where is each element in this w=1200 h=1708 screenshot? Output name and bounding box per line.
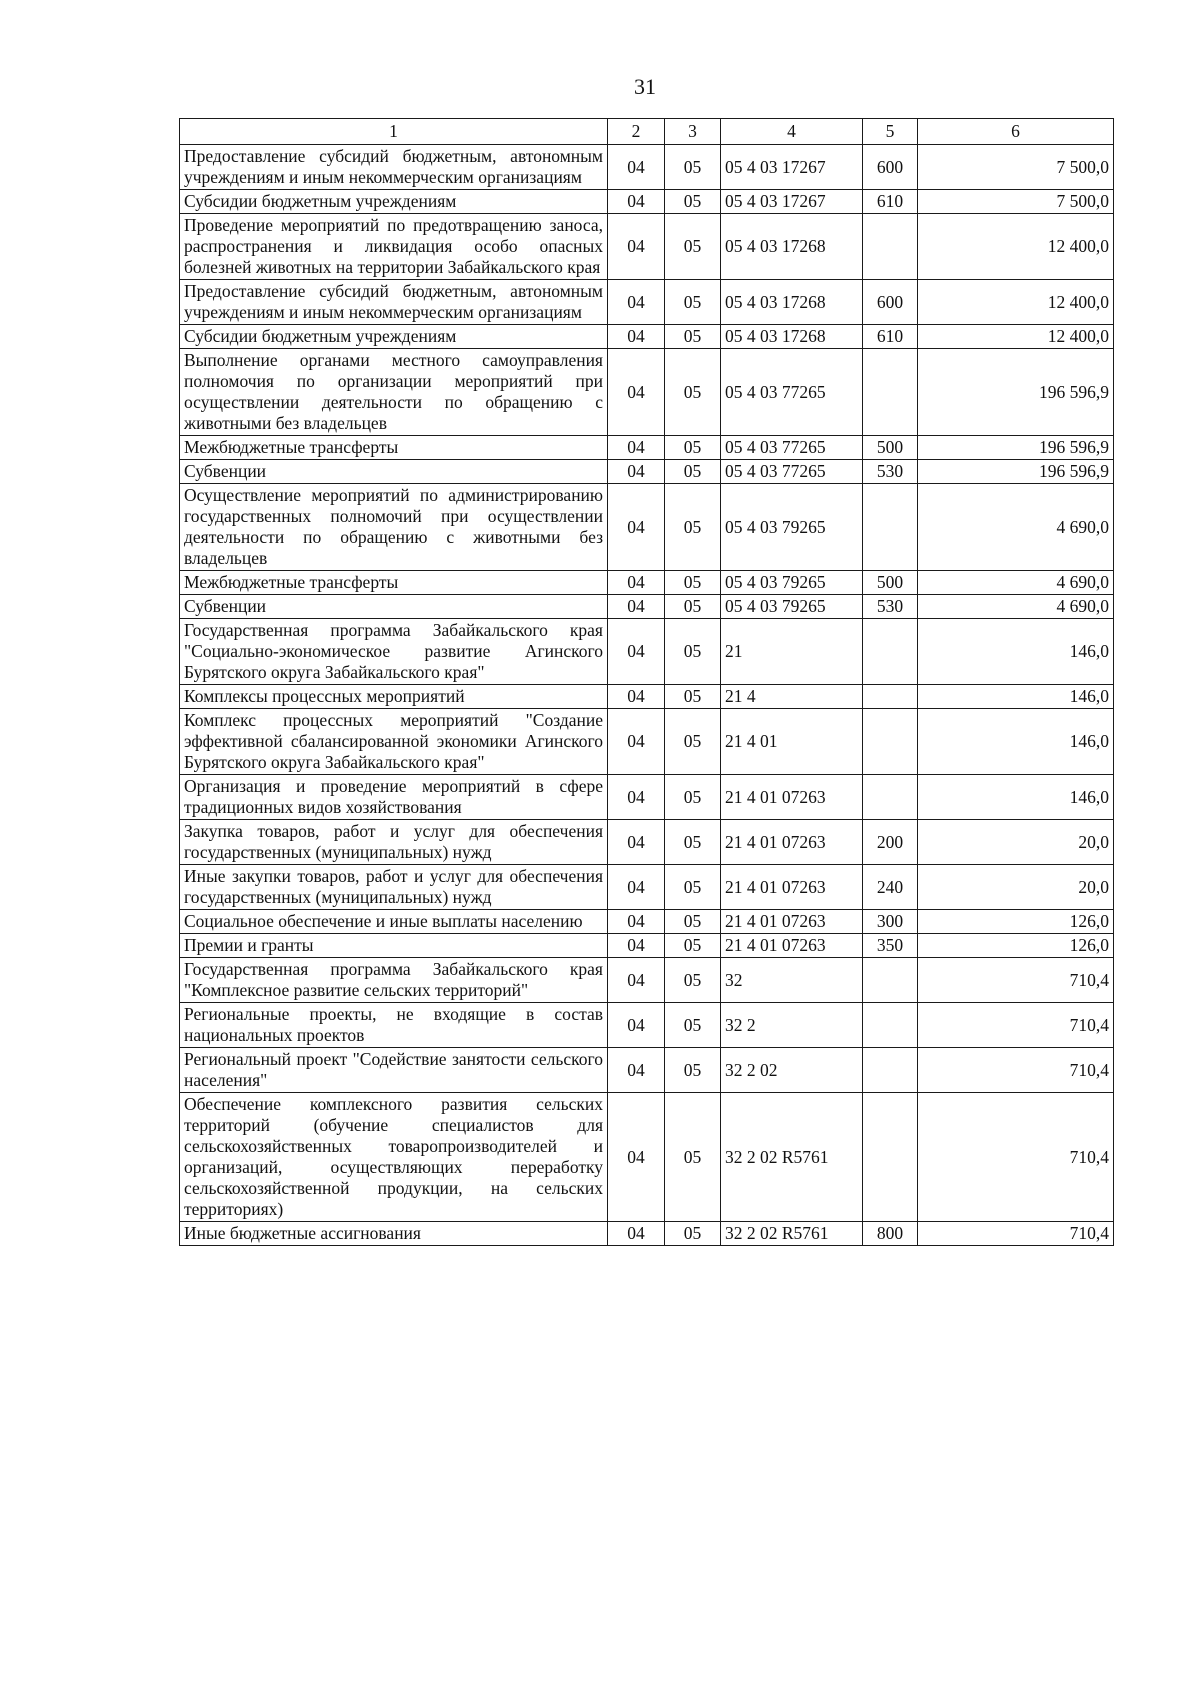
row-name: Комплексы процессных мероприятий — [180, 685, 608, 709]
header-col-4: 4 — [721, 119, 863, 145]
row-target-code: 05 4 03 77265 — [721, 436, 863, 460]
row-amount: 146,0 — [918, 775, 1114, 820]
row-expense-type: 350 — [863, 934, 918, 958]
row-subsection: 05 — [665, 1048, 721, 1093]
row-expense-type — [863, 214, 918, 280]
row-amount: 12 400,0 — [918, 280, 1114, 325]
row-subsection: 05 — [665, 619, 721, 685]
table-row — [180, 280, 1114, 325]
row-subsection: 05 — [665, 775, 721, 820]
table-row — [180, 436, 1114, 460]
row-subsection: 05 — [665, 595, 721, 619]
row-amount: 710,4 — [918, 1222, 1114, 1246]
row-target-code: 05 4 03 17267 — [721, 190, 863, 214]
row-amount: 196 596,9 — [918, 436, 1114, 460]
row-amount: 12 400,0 — [918, 325, 1114, 349]
row-amount: 710,4 — [918, 1003, 1114, 1048]
table-row — [180, 709, 1114, 775]
table-row — [180, 775, 1114, 820]
row-section: 04 — [608, 910, 665, 934]
table-row — [180, 571, 1114, 595]
row-name: Государственная программа Забайкальского края "Социально-экономическое развитие Агинского Бурятского округа Забайкальского края" — [180, 619, 608, 685]
row-subsection: 05 — [665, 1003, 721, 1048]
row-section: 04 — [608, 460, 665, 484]
row-name: Иные бюджетные ассигнования — [180, 1222, 608, 1246]
table-row — [180, 910, 1114, 934]
row-section: 04 — [608, 820, 665, 865]
table-row — [180, 1048, 1114, 1093]
row-name: Межбюджетные трансферты — [180, 571, 608, 595]
row-amount: 146,0 — [918, 619, 1114, 685]
row-expense-type — [863, 484, 918, 571]
row-target-code: 21 — [721, 619, 863, 685]
row-target-code: 32 2 02 R5761 — [721, 1093, 863, 1222]
row-target-code: 05 4 03 79265 — [721, 571, 863, 595]
table-row — [180, 820, 1114, 865]
row-target-code: 05 4 03 17268 — [721, 325, 863, 349]
row-subsection: 05 — [665, 214, 721, 280]
table-row — [180, 145, 1114, 190]
row-target-code: 05 4 03 79265 — [721, 595, 863, 619]
table-row — [180, 1093, 1114, 1222]
row-name: Предоставление субсидий бюджетным, автономным учреждениям и иным некоммерческим организациям — [180, 280, 608, 325]
row-name: Обеспечение комплексного развития сельских территорий (обучение специалистов для сельскохозяйственных товаропроизводителей и организаций, осуществляющих переработку сельскохозяйственной продукции, на сельских территориях) — [180, 1093, 608, 1222]
row-subsection: 05 — [665, 958, 721, 1003]
row-target-code: 21 4 01 07263 — [721, 775, 863, 820]
row-target-code: 32 — [721, 958, 863, 1003]
row-section: 04 — [608, 145, 665, 190]
row-name: Предоставление субсидий бюджетным, автономным учреждениям и иным некоммерческим организациям — [180, 145, 608, 190]
row-amount: 12 400,0 — [918, 214, 1114, 280]
table-row — [180, 865, 1114, 910]
table-row — [180, 460, 1114, 484]
row-target-code: 05 4 03 17267 — [721, 145, 863, 190]
row-name: Комплекс процессных мероприятий "Создание эффективной сбалансированной экономики Агинского Бурятского округа Забайкальского края" — [180, 709, 608, 775]
row-amount: 126,0 — [918, 910, 1114, 934]
row-subsection: 05 — [665, 484, 721, 571]
row-section: 04 — [608, 325, 665, 349]
table-row — [180, 1222, 1114, 1246]
row-target-code: 21 4 01 07263 — [721, 910, 863, 934]
row-subsection: 05 — [665, 865, 721, 910]
header-col-2: 2 — [608, 119, 665, 145]
row-target-code: 21 4 — [721, 685, 863, 709]
table-row — [180, 349, 1114, 436]
row-expense-type — [863, 1048, 918, 1093]
row-expense-type: 530 — [863, 595, 918, 619]
row-expense-type — [863, 619, 918, 685]
row-amount: 4 690,0 — [918, 484, 1114, 571]
row-subsection: 05 — [665, 685, 721, 709]
row-section: 04 — [608, 934, 665, 958]
row-section: 04 — [608, 214, 665, 280]
table-row — [180, 934, 1114, 958]
row-subsection: 05 — [665, 325, 721, 349]
row-amount: 710,4 — [918, 1093, 1114, 1222]
row-name: Региональные проекты, не входящие в состав национальных проектов — [180, 1003, 608, 1048]
row-section: 04 — [608, 1222, 665, 1246]
row-target-code: 05 4 03 77265 — [721, 460, 863, 484]
table-row — [180, 619, 1114, 685]
page-number: 31 — [634, 74, 656, 99]
table-row — [180, 1003, 1114, 1048]
row-amount: 146,0 — [918, 709, 1114, 775]
row-amount: 4 690,0 — [918, 571, 1114, 595]
row-section: 04 — [608, 1093, 665, 1222]
row-name: Межбюджетные трансферты — [180, 436, 608, 460]
row-name: Государственная программа Забайкальского края "Комплексное развитие сельских территорий" — [180, 958, 608, 1003]
header-col-1: 1 — [180, 119, 608, 145]
row-amount: 20,0 — [918, 865, 1114, 910]
row-target-code: 21 4 01 07263 — [721, 820, 863, 865]
row-subsection: 05 — [665, 190, 721, 214]
table-header — [180, 119, 1114, 145]
row-subsection: 05 — [665, 709, 721, 775]
header-col-3: 3 — [665, 119, 721, 145]
row-expense-type — [863, 349, 918, 436]
row-name: Субвенции — [180, 595, 608, 619]
table-row — [180, 595, 1114, 619]
row-expense-type: 600 — [863, 145, 918, 190]
row-expense-type: 530 — [863, 460, 918, 484]
row-subsection: 05 — [665, 145, 721, 190]
row-section: 04 — [608, 685, 665, 709]
row-target-code: 05 4 03 77265 — [721, 349, 863, 436]
row-amount: 7 500,0 — [918, 145, 1114, 190]
row-subsection: 05 — [665, 820, 721, 865]
row-expense-type: 610 — [863, 325, 918, 349]
row-section: 04 — [608, 280, 665, 325]
row-target-code: 21 4 01 07263 — [721, 865, 863, 910]
row-target-code: 32 2 02 — [721, 1048, 863, 1093]
row-expense-type — [863, 958, 918, 1003]
row-subsection: 05 — [665, 349, 721, 436]
row-expense-type — [863, 1093, 918, 1222]
row-expense-type: 200 — [863, 820, 918, 865]
table-row — [180, 325, 1114, 349]
row-amount: 7 500,0 — [918, 190, 1114, 214]
row-amount: 146,0 — [918, 685, 1114, 709]
row-section: 04 — [608, 1003, 665, 1048]
row-subsection: 05 — [665, 571, 721, 595]
row-amount: 126,0 — [918, 934, 1114, 958]
row-name: Социальное обеспечение и иные выплаты населению — [180, 910, 608, 934]
row-section: 04 — [608, 865, 665, 910]
row-amount: 710,4 — [918, 958, 1114, 1003]
row-amount: 20,0 — [918, 820, 1114, 865]
row-amount: 196 596,9 — [918, 349, 1114, 436]
row-subsection: 05 — [665, 460, 721, 484]
row-target-code: 21 4 01 07263 — [721, 934, 863, 958]
row-name: Премии и гранты — [180, 934, 608, 958]
row-target-code: 32 2 02 R5761 — [721, 1222, 863, 1246]
row-section: 04 — [608, 349, 665, 436]
row-section: 04 — [608, 436, 665, 460]
row-section: 04 — [608, 619, 665, 685]
table-row — [180, 685, 1114, 709]
row-name: Субсидии бюджетным учреждениям — [180, 190, 608, 214]
row-name: Проведение мероприятий по предотвращению заноса, распространения и ликвидация особо опасных болезней животных на территории Забайкальского края — [180, 214, 608, 280]
row-expense-type: 500 — [863, 436, 918, 460]
row-name: Организация и проведение мероприятий в сфере традиционных видов хозяйствования — [180, 775, 608, 820]
row-name: Осуществление мероприятий по администрированию государственных полномочий при осуществлении деятельности по обращению с животными без владельцев — [180, 484, 608, 571]
row-name: Закупка товаров, работ и услуг для обеспечения государственных (муниципальных) нужд — [180, 820, 608, 865]
table-row — [180, 214, 1114, 280]
table-body — [180, 145, 1114, 1246]
row-section: 04 — [608, 709, 665, 775]
header-col-6: 6 — [918, 119, 1114, 145]
row-section: 04 — [608, 1048, 665, 1093]
row-name: Иные закупки товаров, работ и услуг для обеспечения государственных (муниципальных) нужд — [180, 865, 608, 910]
row-amount: 4 690,0 — [918, 595, 1114, 619]
row-section: 04 — [608, 484, 665, 571]
row-subsection: 05 — [665, 1093, 721, 1222]
row-target-code: 05 4 03 17268 — [721, 214, 863, 280]
row-target-code: 21 4 01 — [721, 709, 863, 775]
row-section: 04 — [608, 958, 665, 1003]
row-section: 04 — [608, 571, 665, 595]
header-row — [180, 119, 1114, 145]
row-subsection: 05 — [665, 280, 721, 325]
row-target-code: 32 2 — [721, 1003, 863, 1048]
row-subsection: 05 — [665, 934, 721, 958]
row-subsection: 05 — [665, 910, 721, 934]
row-expense-type: 500 — [863, 571, 918, 595]
header-col-5: 5 — [863, 119, 918, 145]
budget-table — [179, 118, 1114, 1246]
row-subsection: 05 — [665, 436, 721, 460]
row-subsection: 05 — [665, 1222, 721, 1246]
row-expense-type: 240 — [863, 865, 918, 910]
table-row — [180, 484, 1114, 571]
row-expense-type: 300 — [863, 910, 918, 934]
row-expense-type — [863, 1003, 918, 1048]
row-section: 04 — [608, 190, 665, 214]
row-expense-type: 800 — [863, 1222, 918, 1246]
table-row — [180, 958, 1114, 1003]
row-amount: 196 596,9 — [918, 460, 1114, 484]
row-section: 04 — [608, 595, 665, 619]
row-expense-type: 600 — [863, 280, 918, 325]
row-name: Субсидии бюджетным учреждениям — [180, 325, 608, 349]
table-row — [180, 190, 1114, 214]
row-target-code: 05 4 03 17268 — [721, 280, 863, 325]
row-expense-type — [863, 709, 918, 775]
row-amount: 710,4 — [918, 1048, 1114, 1093]
row-name: Субвенции — [180, 460, 608, 484]
row-expense-type — [863, 775, 918, 820]
row-name: Региональный проект "Содействие занятости сельского населения" — [180, 1048, 608, 1093]
row-name: Выполнение органами местного самоуправления полномочия по организации мероприятий при осуществлении деятельности по обращению с животными без владельцев — [180, 349, 608, 436]
row-expense-type: 610 — [863, 190, 918, 214]
row-expense-type — [863, 685, 918, 709]
row-target-code: 05 4 03 79265 — [721, 484, 863, 571]
row-section: 04 — [608, 775, 665, 820]
